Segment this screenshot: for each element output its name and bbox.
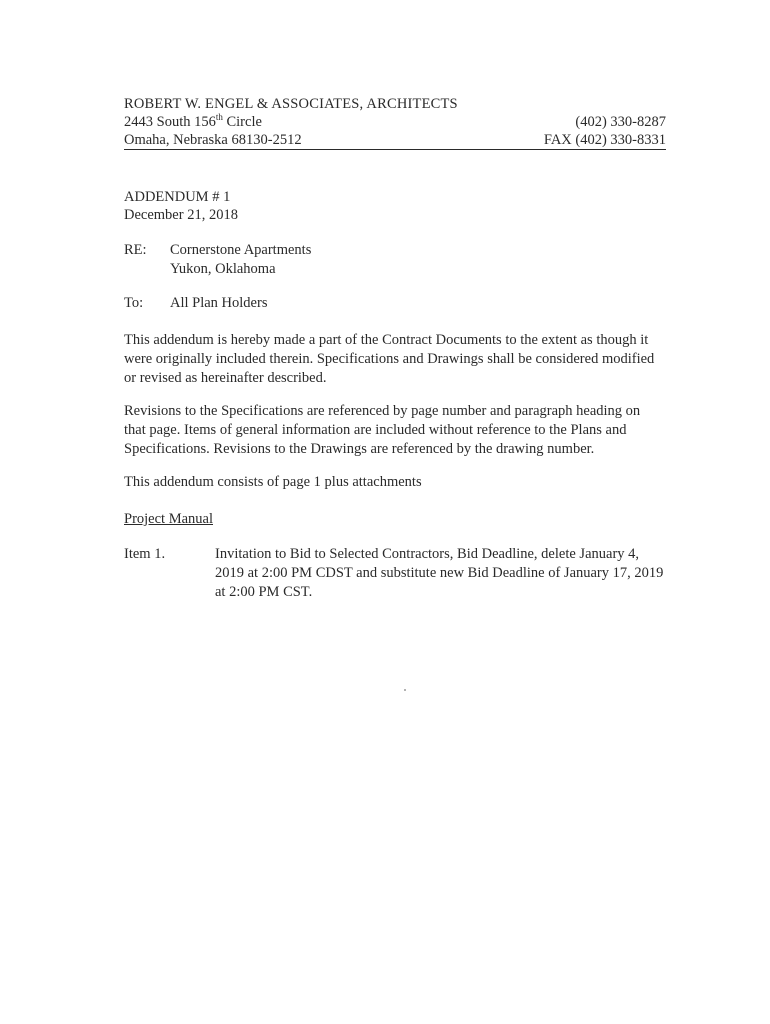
intro-paragraph: This addendum is hereby made a part of the Contract Documents to the extent as though it were originally included therein. Specifications and Drawings shall be considered modified or revised as hereinafter described.: [124, 332, 655, 386]
revisions-paragraph: Revisions to the Specifications are referenced by page number and paragraph heading on that page. Items of general information are included without reference to the Plans and Specifications. Revisions to the Drawings are referenced by the drawing number.: [124, 403, 641, 457]
re-label-spacer: [124, 260, 170, 279]
project-location: Yukon, Oklahoma: [170, 261, 276, 277]
page-count-paragraph: This addendum consists of page 1 plus attachments: [124, 474, 422, 490]
list-item: [124, 545, 664, 602]
city-state-zip: Omaha, Nebraska 68130-2512: [124, 132, 302, 148]
addendum-header: [124, 188, 238, 224]
letterhead-row-1: [124, 95, 666, 113]
letterhead-row-3: [124, 131, 666, 149]
street-name: Circle: [222, 114, 262, 130]
phone-number: (402) 330-8287: [575, 114, 666, 130]
item-text: Invitation to Bid to Selected Contractors, Bid Deadline, delete January 4, 2019 at 2:00 PM CDST and substitute new Bid Deadline of January 17, 2019 at 2:00 PM CST.: [215, 546, 664, 600]
addendum-date: December 21, 2018: [124, 207, 238, 223]
letterhead: [124, 95, 666, 149]
street-number: 2443 South 156: [124, 114, 216, 130]
recipients: All Plan Holders: [170, 295, 268, 311]
project-manual-heading: Project Manual: [124, 511, 213, 527]
addendum-title: ADDENDUM # 1: [124, 189, 231, 205]
re-row-1: [124, 241, 311, 260]
letterhead-divider: [124, 149, 666, 150]
fax-number: FAX (402) 330-8331: [543, 132, 666, 148]
re-row-2: [124, 260, 311, 279]
item-label: Item 1.: [124, 546, 166, 562]
re-label: RE:: [124, 242, 147, 258]
letterhead-row-2: [124, 113, 666, 131]
re-block: [124, 241, 311, 279]
street-ordinal-suffix: th: [215, 112, 223, 123]
to-row: [124, 294, 267, 313]
scan-speck: [404, 689, 406, 691]
project-name: Cornerstone Apartments: [170, 242, 312, 258]
street-address: [124, 113, 262, 131]
to-block: [124, 294, 267, 313]
to-label: To:: [124, 295, 144, 311]
firm-name: ROBERT W. ENGEL & ASSOCIATES, ARCHITECTS: [124, 96, 458, 112]
